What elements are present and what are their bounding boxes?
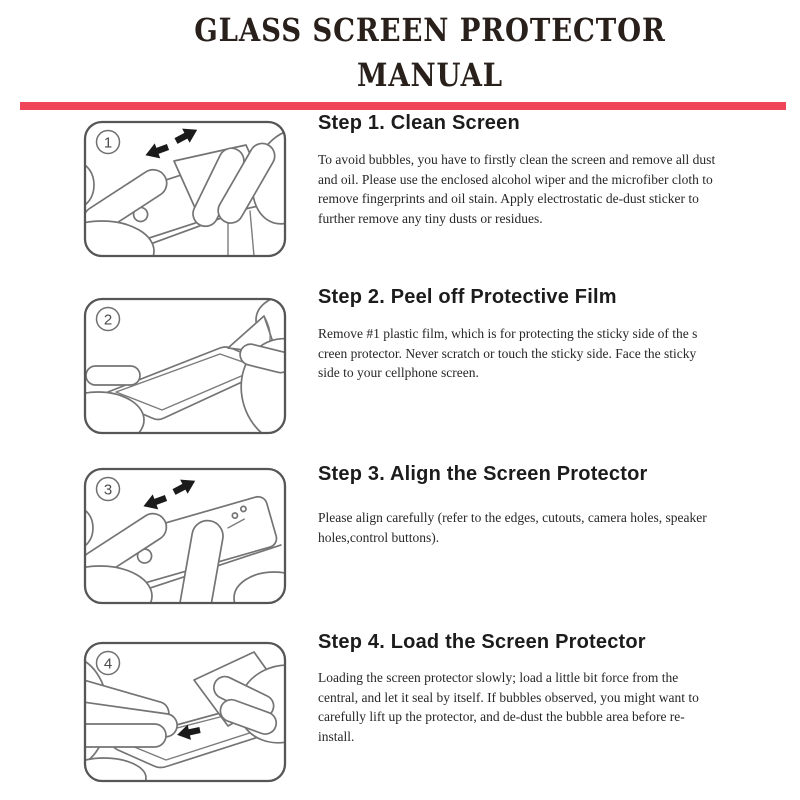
step-number-badge [97,478,120,501]
step-number-badge [97,131,120,154]
align-protector-illustration [82,466,288,606]
step-3-heading: Step 3. Align the Screen Protector [318,463,648,485]
step-1-illustration [82,119,288,259]
step-3-illustration [82,466,288,606]
step-2-illustration [82,296,288,436]
step-4-body: Loading the screen protector slowly; load a little bit force from the central, and let it seal by itself. If bubbles observed, you might want to carefully lift up the protector, and de-dust the bubble area before re-install. [318,670,699,744]
clean-screen-illustration [82,119,288,259]
step-2-text [318,286,716,380]
page-title-line1: GLASS SCREEN PROTECTOR [194,11,666,49]
step-4-illustration [82,640,288,784]
step-number-badge [97,308,120,331]
svg-text:4: 4 [103,655,113,673]
step-1-body: To avoid bubbles, you have to firstly clean the screen and remove all dust and oil. Please use the enclosed alcohol wiper and the microfiber cloth to remove fingerprints and oil stain. Apply electrostatic de-dust sticker to further remove any tiny dusts or residues. [318,152,716,226]
step-3-body: Please align carefully (refer to the edges, cutouts, camera holes, speaker holes,control buttons). [318,510,707,545]
adjust-arrows-icon [141,474,199,514]
peel-film-illustration [82,296,288,436]
svg-text:3: 3 [103,481,113,499]
page-title-line2: MANUAL [357,56,503,94]
step-4-text [318,631,716,744]
svg-text:2: 2 [103,311,113,329]
step-1-text [318,112,716,226]
svg-text:1: 1 [103,134,113,152]
step-3-text [318,463,716,545]
step-2-heading: Step 2. Peel off Protective Film [318,286,617,308]
step-4-row [0,631,800,791]
step-4-heading: Step 4. Load the Screen Protector [318,631,646,653]
page-title [60,8,800,98]
load-protector-illustration [82,640,288,784]
step-1-heading: Step 1. Clean Screen [318,112,520,134]
step-number-badge [97,652,120,675]
step-2-row [0,286,800,441]
step-2-body: Remove #1 plastic film, which is for protecting the sticky side of the s creen protector. Never scratch or touch the sticky side. Face the sticky side to your cellphone screen. [318,326,698,380]
red-divider-rule [20,102,786,110]
step-3-row [0,463,800,613]
step-1-row [0,112,800,272]
